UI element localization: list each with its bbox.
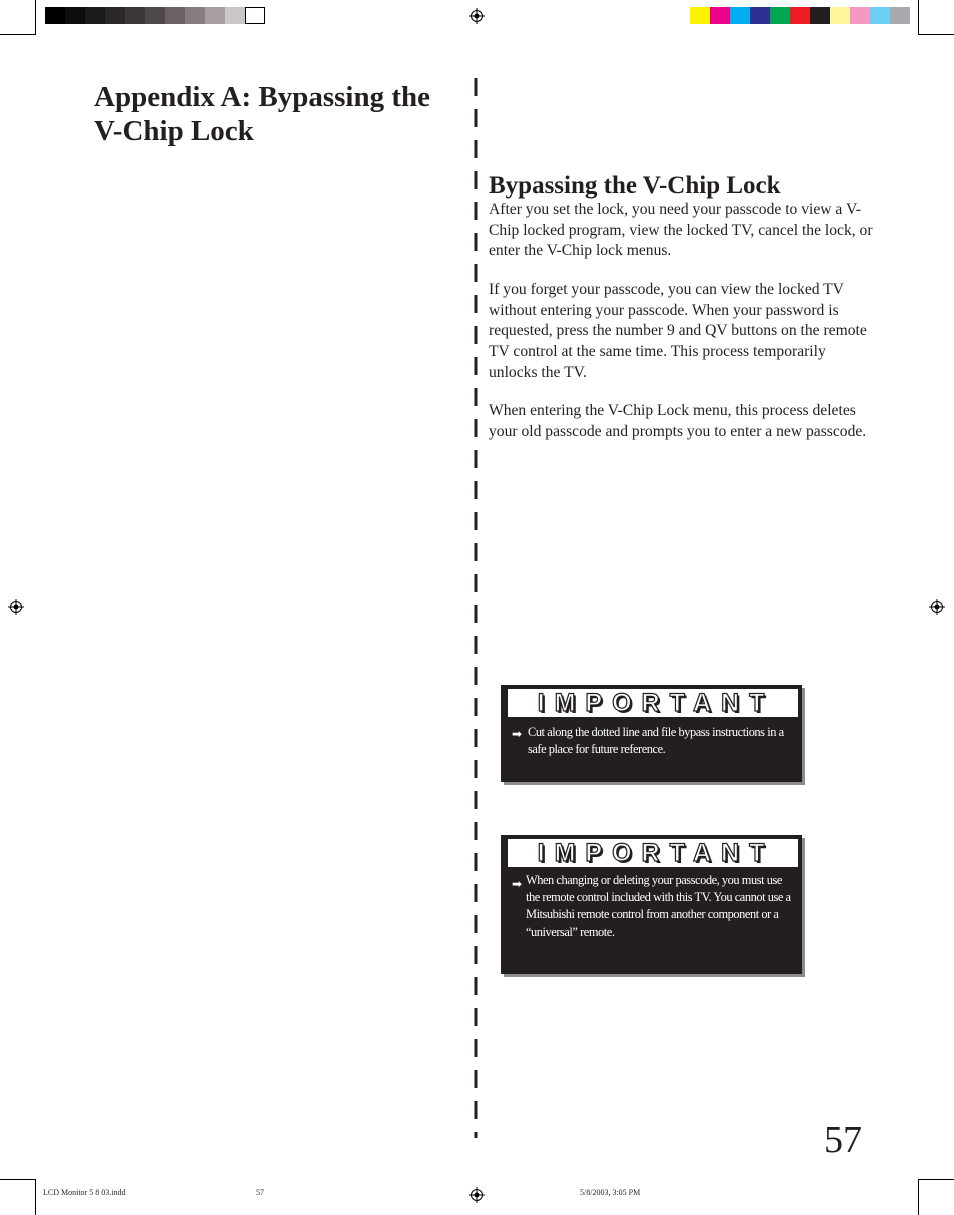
important-text: Cut along the dotted line and file bypass instructions in a safe place for future reference.	[528, 725, 784, 757]
registration-mark-icon	[8, 599, 24, 615]
right-arrow-icon: ➡	[512, 877, 523, 891]
page-title: Appendix A: Bypassing the V-Chip Lock	[94, 81, 431, 147]
color-swatch	[730, 7, 750, 24]
section-title: Bypassing the V-Chip Lock	[489, 172, 781, 199]
color-swatch	[45, 7, 65, 24]
registration-mark-icon	[929, 599, 945, 615]
color-swatch	[750, 7, 770, 24]
crop-mark	[918, 1179, 919, 1215]
color-swatch	[205, 7, 225, 24]
color-swatch	[850, 7, 870, 24]
important-notice	[501, 685, 802, 782]
important-heading: IMPORTANT	[508, 689, 798, 717]
important-text: When changing or deleting your passcode, you must use the remote control included with this TV. You cannot use a Mitsubishi remote control from another component or a “universal” remote.	[526, 873, 791, 939]
cut-line	[474, 78, 478, 1138]
registration-mark-icon	[469, 1187, 485, 1203]
crop-mark	[0, 1179, 36, 1180]
crop-mark	[918, 0, 919, 34]
paragraph: When entering the V-Chip Lock menu, this process deletes your old passcode and prompts you to enter a new passcode.	[489, 402, 867, 440]
color-swatch	[185, 7, 205, 24]
footer-timestamp: 5/8/2003, 3:05 PM	[580, 1188, 641, 1197]
important-notice	[501, 835, 802, 974]
color-swatch	[810, 7, 830, 24]
important-heading: IMPORTANT	[508, 839, 798, 867]
color-swatch	[125, 7, 145, 24]
paragraph: If you forget your passcode, you can view the locked TV without entering your passcode. When your password is requested, press the number 9 and QV buttons on the remote TV control at the same time. This process temporarily unlocks the TV.	[489, 281, 867, 381]
footer-page: 57	[256, 1188, 264, 1197]
crop-mark	[918, 1179, 954, 1180]
color-swatch	[65, 7, 85, 24]
color-swatch	[245, 7, 265, 24]
color-swatch	[85, 7, 105, 24]
crop-mark	[0, 34, 36, 35]
right-arrow-icon: ➡	[512, 727, 523, 741]
grayscale-color-bar	[45, 7, 265, 24]
color-swatch	[710, 7, 730, 24]
process-color-bar	[690, 7, 910, 24]
color-swatch	[830, 7, 850, 24]
paragraph: After you set the lock, you need your passcode to view a V-Chip locked program, view the locked TV, cancel the lock, or enter the V-Chip lock menus.	[489, 201, 873, 260]
color-swatch	[690, 7, 710, 24]
color-swatch	[870, 7, 890, 24]
color-swatch	[770, 7, 790, 24]
page-number: 57	[824, 1119, 862, 1161]
color-swatch	[890, 7, 910, 24]
color-swatch	[145, 7, 165, 24]
color-swatch	[790, 7, 810, 24]
color-swatch	[105, 7, 125, 24]
footer-filename: LCD Monitor 5 8 03.indd	[43, 1188, 126, 1197]
crop-mark	[918, 34, 954, 35]
crop-mark	[35, 0, 36, 34]
color-swatch	[165, 7, 185, 24]
crop-mark	[35, 1179, 36, 1215]
color-swatch	[225, 7, 245, 24]
registration-mark-icon	[469, 8, 485, 24]
